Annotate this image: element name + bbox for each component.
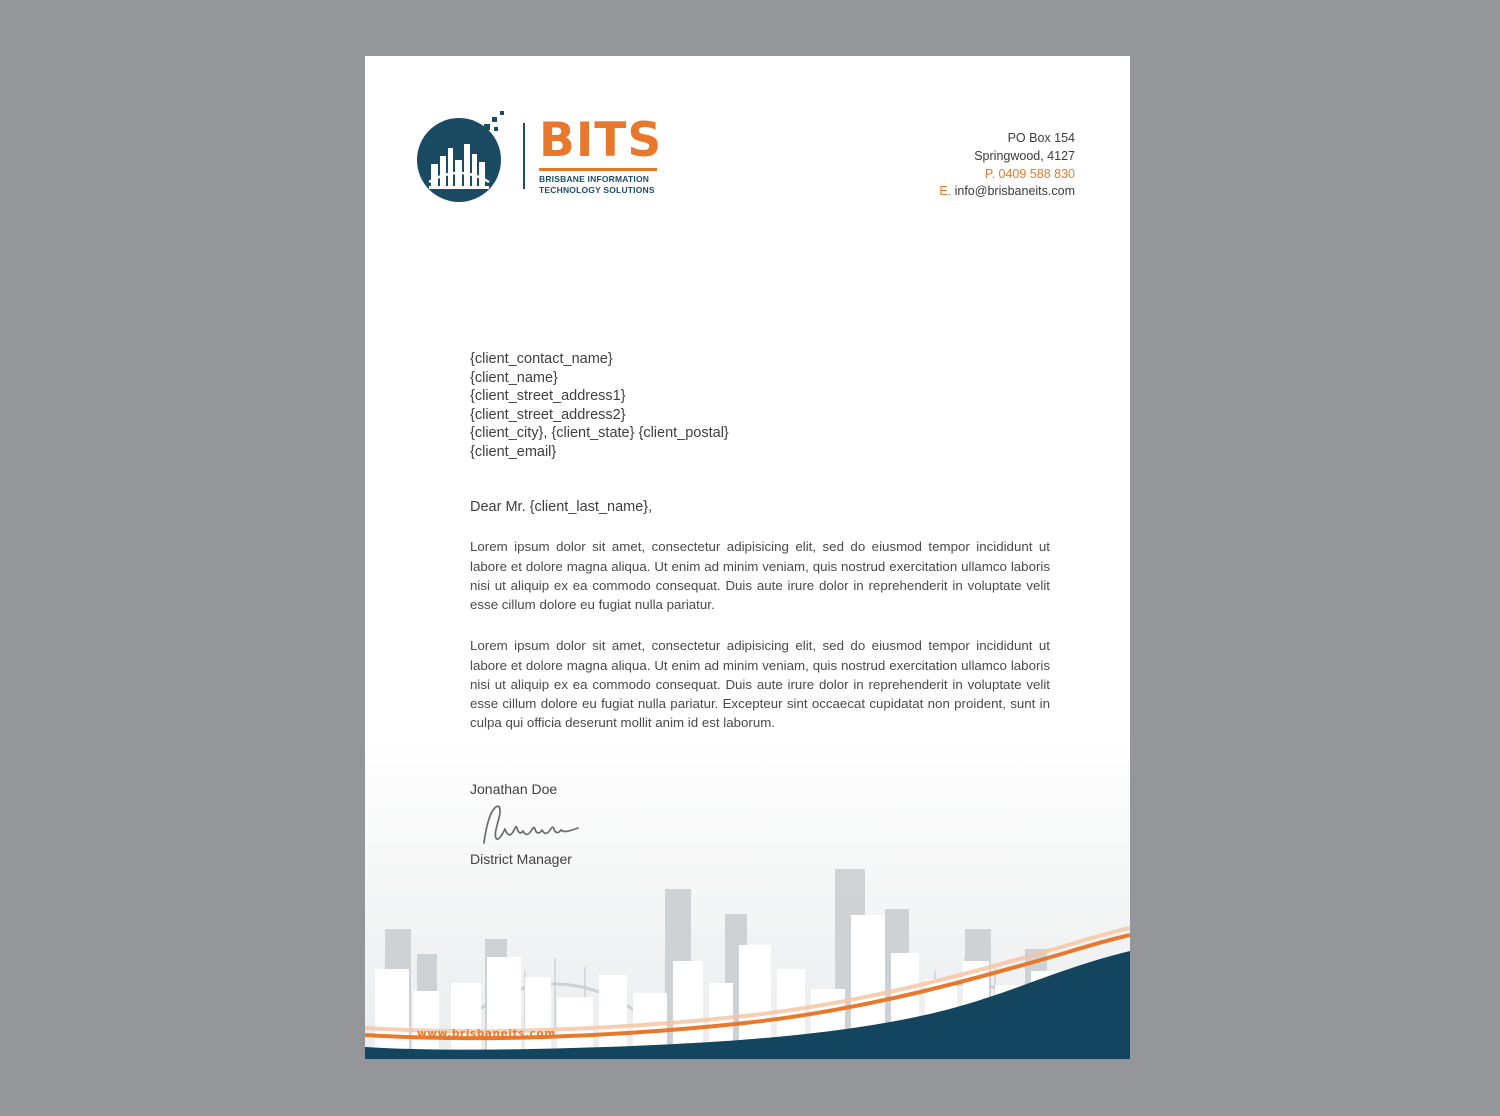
phone-label: P. [984, 166, 996, 181]
body-paragraph-1: Lorem ipsum dolor sit amet, consectetur adipisicing elit, sed do eiusmod tempor incididunt ut labore et dolore magna aliqua. Ut enim ad minim veniam, quis nostrud exercitation ullamco laboris nisi ut aliquip ex ea commodo consequat. Duis aute irure dolor in reprehenderit in voluptate velit esse cillum dolore eu fugiat nulla pariatur. [470, 539, 1050, 613]
address-line: {client_street_address2} [470, 406, 626, 423]
signoff-name: Jonathan Doe [470, 780, 558, 797]
company-logo [415, 108, 662, 204]
email-label: E. [939, 184, 952, 199]
address-line: {client_email} [470, 443, 557, 460]
contact-po-box: PO Box 154 [1007, 131, 1075, 145]
address-line: {client_contact_name} [470, 351, 613, 367]
contact-city-postcode: Springwood, 4127 [974, 148, 1075, 163]
address-line: {client_city}, {client_state} {client_postal} [470, 425, 729, 442]
brand-tagline-line2: TECHNOLOGY SOLUTIONS [539, 184, 655, 195]
signoff-title: District Manager [470, 850, 572, 867]
contact-email[interactable] [939, 183, 1075, 201]
logo-divider [523, 123, 525, 189]
body-paragraph-2: Lorem ipsum dolor sit amet, consectetur adipisicing elit, sed do eiusmod tempor incididunt ut labore et dolore magna aliqua. Ut enim ad minim veniam, quis nostrud exercitation ullamco laboris nisi ut aliquip ex ea commodo consequat. Duis aute irure dolor in reprehenderit in voluptate velit esse cillum dolore eu fugiat nulla pariatur. Excepteur sint occaecat cupidatat non proident, sunt in culpa qui officia deserunt mollit anim id est laborum. [470, 638, 1050, 731]
letterhead-header [365, 56, 1130, 226]
letter-body [470, 350, 1050, 867]
brand-name: BITS [539, 112, 663, 168]
logo-wordmark [539, 112, 663, 195]
recipient-address-block [470, 350, 1050, 461]
salutation: Dear Mr. {client_last_name}, [470, 499, 653, 516]
brand-tagline [539, 174, 661, 195]
contact-phone [939, 166, 1075, 184]
signoff-block [470, 781, 1050, 867]
address-line: {client_name} [470, 369, 558, 386]
brand-tagline-line1: BRISBANE INFORMATION [539, 173, 650, 184]
address-line: {client_street_address1} [470, 388, 626, 405]
bits-globe-icon [415, 108, 511, 204]
email-value: info@brisbaneits.com [954, 184, 1075, 199]
contact-details [939, 130, 1075, 201]
phone-value: 0409 588 830 [998, 166, 1075, 181]
brand-rule [539, 168, 657, 171]
signature-image [474, 801, 604, 849]
footer-website-link[interactable]: www.brisbaneits.com [417, 1028, 556, 1040]
letterhead-page [365, 56, 1130, 1059]
